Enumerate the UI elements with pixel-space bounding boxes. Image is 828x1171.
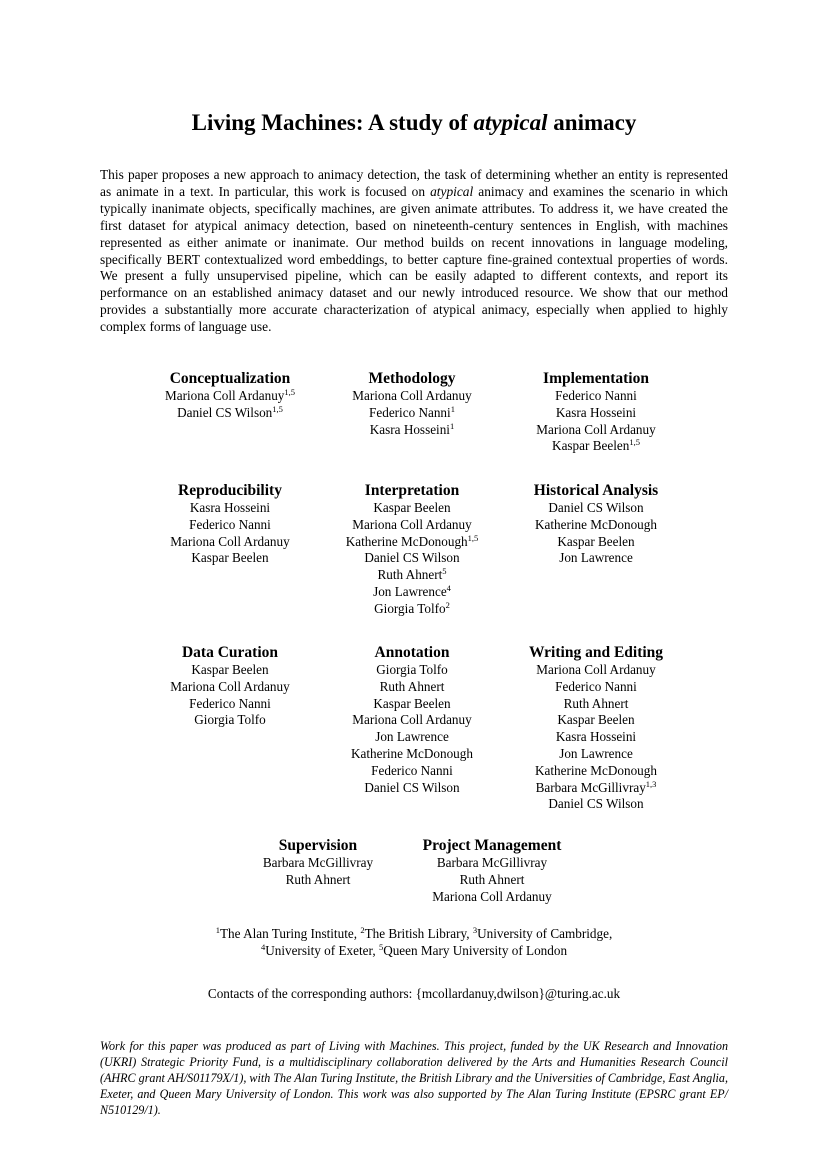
contributor-name — [486, 422, 706, 439]
affiliation-marker: 4 — [446, 582, 451, 593]
contributor-name-text: Kaspar Beelen — [191, 550, 269, 566]
contributor-name — [302, 601, 522, 618]
paper-title — [0, 110, 828, 136]
contributor-name — [382, 855, 602, 872]
affil-marker: 4 — [260, 942, 266, 952]
abstract-emphasis: atypical — [430, 183, 474, 199]
contribution-heading: Conceptualization — [169, 370, 291, 387]
contributor-name-text: Mariona Coll Ardanuy — [536, 662, 656, 677]
contributor-name-text: Federico Nanni — [369, 404, 451, 420]
contributor-name — [486, 405, 706, 422]
contribution-heading: Data Curation — [181, 644, 278, 661]
contributor-name — [382, 872, 602, 889]
contributor-name-text: Giorgia Tolfo — [374, 600, 446, 616]
affiliation-marker: 1 — [450, 403, 455, 414]
contributor-name-text: Katherine McDonough — [351, 745, 473, 761]
contributor-name-text: Kaspar Beelen — [552, 438, 630, 454]
contribution-heading: Implementation — [543, 370, 649, 387]
contributor-name-text: Ruth Ahnert — [459, 871, 525, 887]
affiliation-marker: 1,5 — [467, 532, 479, 543]
affil-marker: 3 — [472, 925, 478, 935]
affiliations — [0, 925, 828, 959]
contributor-name — [486, 696, 706, 713]
affil-text: University of Exeter, — [265, 943, 379, 958]
affil-text: The Alan Turing Institute, — [220, 926, 361, 941]
contributor-name-text: Kasra Hosseini — [555, 729, 637, 745]
affiliation-marker: 2 — [445, 599, 450, 610]
contributor-name — [486, 780, 706, 797]
affiliations-line-2 — [0, 942, 828, 959]
contributor-name-text: Ruth Ahnert — [563, 695, 629, 711]
contributor-name-text: Katherine McDonough — [535, 762, 657, 778]
contributor-name-text: Katherine McDonough — [535, 516, 657, 532]
title-text-before: Living Machines: A study of — [191, 110, 474, 135]
contribution-heading: Reproducibility — [178, 482, 282, 499]
affiliations-line-1 — [0, 925, 828, 942]
contributor-name — [486, 662, 706, 679]
affil-marker: 5 — [378, 942, 384, 952]
contributor-name — [486, 729, 706, 746]
contributor-name-text: Giorgia Tolfo — [376, 662, 448, 677]
contributor-name-text: Federico Nanni — [555, 388, 637, 403]
contributor-name-text: Giorgia Tolfo — [194, 712, 266, 728]
contributor-name-text: Mariona Coll Ardanuy — [170, 678, 290, 694]
funding-statement: Work for this paper was produced as part of Living with Machines. This project, funded by the UK Research and Innovation (UKRI) Strategic Priority Fund, is a multidisciplinary collaboration delivered by the Arts and Humanities Research Council (AHRC grant AH/S01179X/1), with The Alan Turing Institute, the British Library and the Universities of Cambridge, East Anglia, Exeter, and Queen Mary University of London. This work was also supported by The Alan Turing Institute (EPSRC grant EP/ N510129/1). — [100, 1039, 728, 1117]
affil-text: Queen Mary University of London — [383, 943, 568, 958]
contributor-name-text: Mariona Coll Ardanuy — [536, 421, 656, 437]
contributor-name-text: Federico Nanni — [555, 678, 637, 694]
abstract — [100, 167, 728, 336]
contributor-name-text: Kasra Hosseini — [189, 500, 271, 515]
affiliation-marker: 5 — [442, 566, 447, 577]
contributor-name-text: Kasra Hosseini — [369, 421, 450, 437]
contributor-name-text: Ruth Ahnert — [377, 567, 443, 583]
contributor-name-text: Mariona Coll Ardanuy — [164, 388, 285, 403]
contributor-name — [302, 567, 522, 584]
contributor-name-text: Federico Nanni — [189, 695, 271, 711]
contributor-name-text: Kaspar Beelen — [557, 533, 635, 549]
contributor-name — [486, 517, 706, 534]
contribution-block — [486, 643, 706, 813]
contributor-name-text: Ruth Ahnert — [285, 871, 351, 887]
affiliation-marker: 1 — [449, 420, 455, 431]
contributor-name — [486, 550, 706, 567]
contributor-name — [486, 679, 706, 696]
contributor-name-text: Kaspar Beelen — [557, 712, 635, 728]
contribution-heading: Interpretation — [364, 482, 460, 499]
affil-marker: 1 — [215, 925, 220, 935]
contributor-name — [486, 438, 706, 455]
contributor-name-text: Daniel CS Wilson — [548, 796, 644, 812]
affiliation-marker: 1,3 — [645, 778, 657, 789]
contribution-block — [486, 369, 706, 455]
contributor-name — [302, 584, 522, 601]
contributor-name — [486, 746, 706, 763]
contribution-heading: Methodology — [368, 370, 456, 387]
affiliation-marker: 1,5 — [284, 387, 296, 397]
title-emphasis: atypical — [473, 110, 548, 135]
contributor-name-text: Federico Nanni — [189, 516, 271, 532]
contributor-name-text: Daniel CS Wilson — [548, 500, 644, 515]
contributor-name-text: Daniel CS Wilson — [364, 779, 460, 795]
contributor-name-text: Mariona Coll Ardanuy — [432, 888, 552, 904]
contributor-name-text: Mariona Coll Ardanuy — [352, 712, 472, 728]
contributor-name-text: Kasra Hosseini — [555, 404, 637, 420]
contributor-name-text: Katherine McDonough — [345, 533, 468, 549]
contributor-name-text: Barbara McGillivray — [436, 855, 548, 870]
contributor-name-text: Federico Nanni — [371, 762, 453, 778]
contributor-name-text: Kaspar Beelen — [373, 695, 451, 711]
contributor-name — [486, 796, 706, 813]
contributor-name-text: Barbara McGillivray — [535, 779, 646, 795]
contribution-block — [382, 836, 602, 905]
contributor-name-text: Ruth Ahnert — [379, 678, 445, 694]
title-text-after: animacy — [547, 110, 637, 135]
contribution-heading: Historical Analysis — [533, 482, 659, 499]
contribution-block — [486, 481, 706, 567]
contribution-heading: Project Management — [422, 837, 562, 854]
contributor-name-text: Mariona Coll Ardanuy — [352, 388, 472, 403]
corresponding-authors-contact: Contacts of the corresponding authors: {mcollardanuy,dwilson}@turing.ac.uk — [207, 986, 621, 1001]
contributor-name — [486, 534, 706, 551]
contribution-heading: Annotation — [374, 644, 450, 661]
contributor-name — [486, 763, 706, 780]
contributor-name-text: Jon Lawrence — [559, 745, 633, 761]
contribution-heading: Supervision — [278, 837, 358, 854]
contributor-name-text: Jon Lawrence — [373, 583, 447, 599]
abstract-part-1: This paper proposes a new approach to animacy detection, the task of determining whether an entity is represented as animate in a text. In particular, this work is focused on — [100, 167, 728, 199]
contributor-name-text: Daniel CS Wilson — [364, 550, 460, 566]
affil-marker: 2 — [360, 925, 365, 935]
contributor-name — [486, 388, 706, 405]
affiliation-marker: 1,5 — [629, 437, 640, 448]
contributor-name-text: Barbara McGillivray — [262, 855, 374, 870]
contribution-heading: Writing and Editing — [528, 644, 664, 661]
contributor-name — [486, 500, 706, 517]
contributor-name — [486, 712, 706, 729]
contributor-name-text: Mariona Coll Ardanuy — [170, 533, 290, 549]
abstract-part-2: animacy and examines the scenario in which typically inanimate objects, specifically machines, are given animate attributes. To address it, we have created the first dataset for atypical animacy detection, based on nineteenth-century sentences in English, with machines represented as either animate or inanimate. Our method builds on recent innovations in language modeling, specifically BERT contextualized word embeddings, to better capture fine-grained contextual properties of words. We present a fully unsupervised pipeline, which can be easily adapted to different contexts, and report its performance on an established animacy dataset and our newly introduced resource. We show that our method provides a substantially more accurate characterization of atypical animacy, especially when applied to highly complex forms of language use. — [100, 183, 728, 335]
contributor-name-text: Mariona Coll Ardanuy — [352, 516, 472, 532]
contributor-name-text: Jon Lawrence — [375, 729, 449, 745]
contributor-name-text: Jon Lawrence — [559, 550, 633, 566]
affil-text: The British Library, — [364, 926, 473, 941]
affil-text: University of Cambridge, — [477, 926, 613, 941]
contributor-name-text: Kaspar Beelen — [191, 662, 269, 677]
contributor-name — [382, 889, 602, 906]
contributor-name-text: Daniel CS Wilson — [177, 404, 273, 420]
contributor-name-text: Kaspar Beelen — [373, 500, 451, 515]
affiliation-marker: 1,5 — [272, 403, 283, 414]
